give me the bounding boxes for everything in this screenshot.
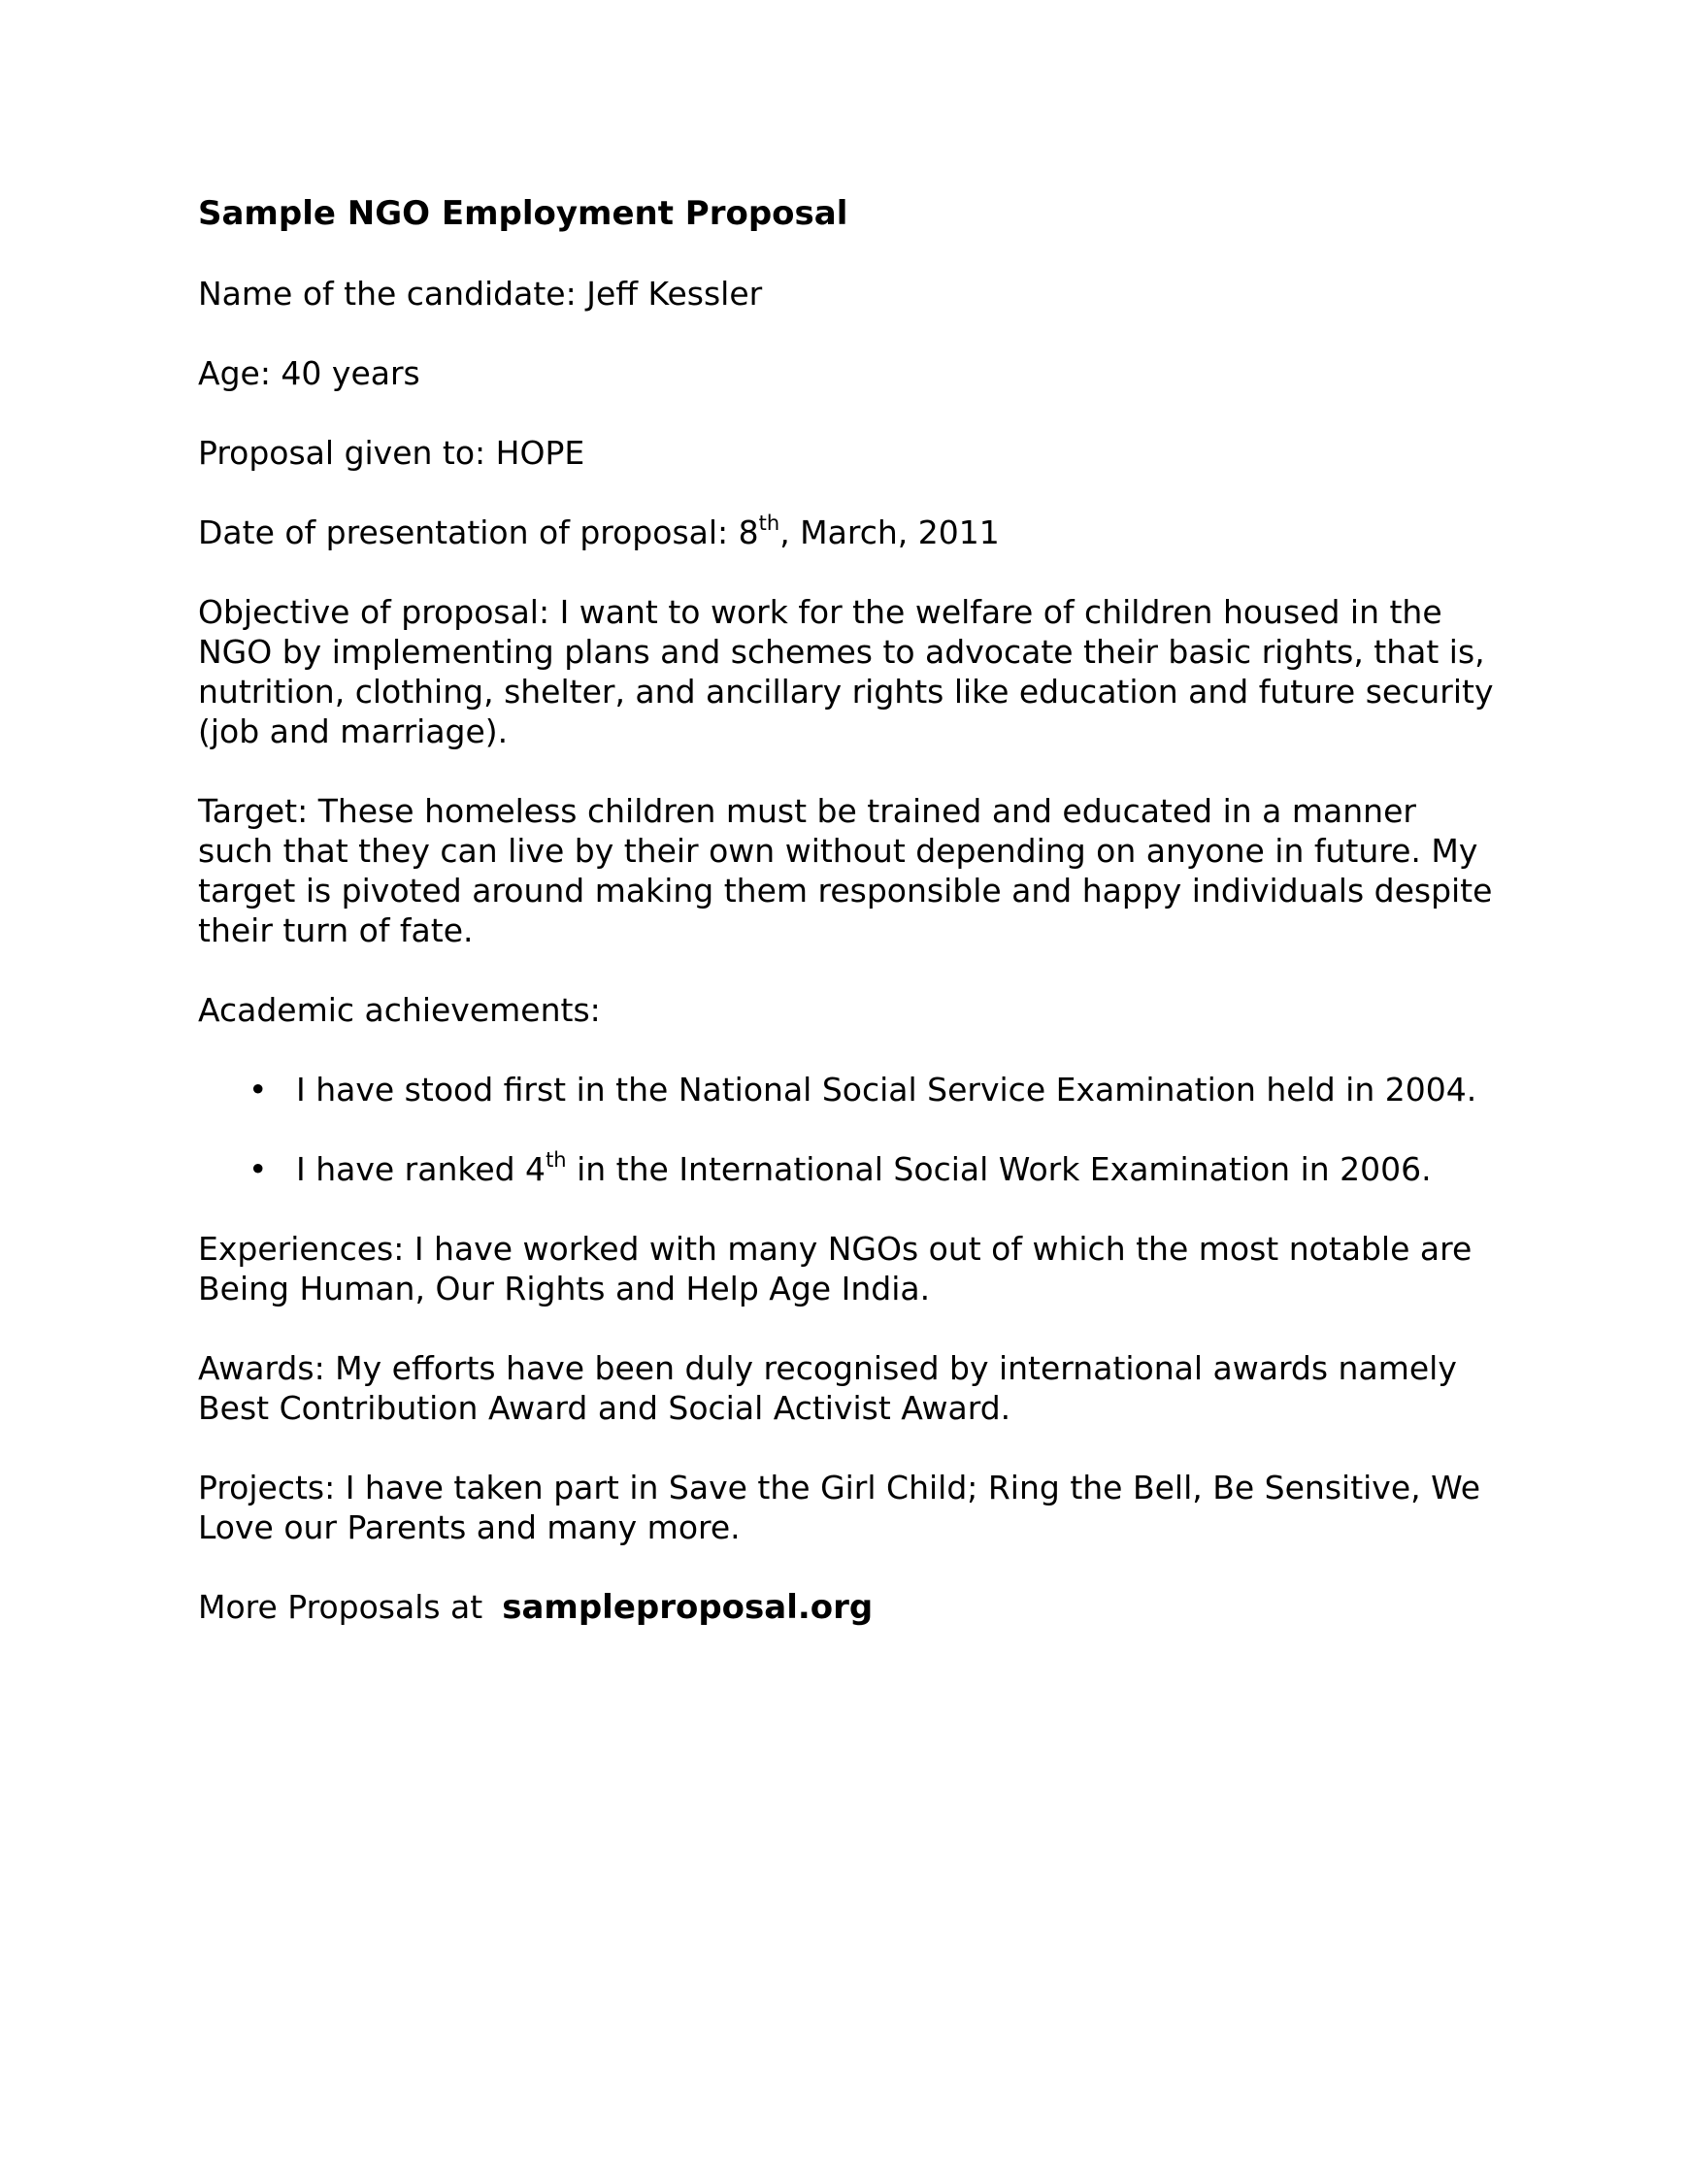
proposal-recipient: Proposal given to: HOPE	[198, 434, 585, 472]
list-item-text: I have stood first in the National Social Service Examination held in 2004.	[296, 1071, 1477, 1109]
experiences-paragraph: Experiences: I have worked with many NGOs out of which the most notable are Being Human, Our Rights and Help Age India.	[198, 1230, 1473, 1307]
candidate-name: Name of the candidate: Jeff Kessler	[198, 275, 763, 313]
list-item-ordinal: th	[546, 1148, 567, 1172]
academic-list	[198, 1070, 1499, 1189]
list-item-text-prefix: I have ranked 4	[296, 1150, 546, 1188]
document-page	[198, 194, 1499, 1668]
presentation-date-ordinal: th	[758, 512, 780, 535]
more-proposals-line	[198, 1587, 1499, 1628]
projects-paragraph: Projects: I have taken part in Save the Girl Child; Ring the Bell, Be Sensitive, We Love our Parents and many more.	[198, 1469, 1481, 1546]
presentation-date	[198, 513, 1499, 552]
bullet-icon: •	[248, 1150, 268, 1188]
document-title: Sample NGO Employment Proposal	[198, 194, 848, 233]
list-item-text-suffix: in the International Social Work Examination in 2006.	[566, 1150, 1432, 1188]
candidate-age: Age: 40 years	[198, 354, 420, 392]
list-item	[198, 1149, 1499, 1189]
target-paragraph: Target: These homeless children must be trained and educated in a manner such that they can live by their own without depending on anyone in future. My target is pivoted around making them responsible and happy individuals despite their turn of fate.	[198, 792, 1493, 949]
academic-heading: Academic achievements:	[198, 991, 601, 1029]
more-proposals-link: sampleproposal.org	[502, 1588, 874, 1627]
objective-paragraph: Objective of proposal: I want to work for the welfare of children housed in the NGO by implementing plans and schemes to advocate their basic rights, that is, nutrition, clothing, shelter, and ancillary rights like education and future security (job and marriage).	[198, 593, 1494, 750]
list-item	[198, 1070, 1499, 1109]
presentation-date-suffix: , March, 2011	[779, 513, 1000, 551]
awards-paragraph: Awards: My efforts have been duly recognised by international awards namely Best Contribution Award and Social Activist Award.	[198, 1349, 1457, 1427]
presentation-date-prefix: Date of presentation of proposal: 8	[198, 513, 759, 551]
more-proposals-label: More Proposals at	[198, 1588, 483, 1626]
bullet-icon: •	[248, 1071, 268, 1109]
